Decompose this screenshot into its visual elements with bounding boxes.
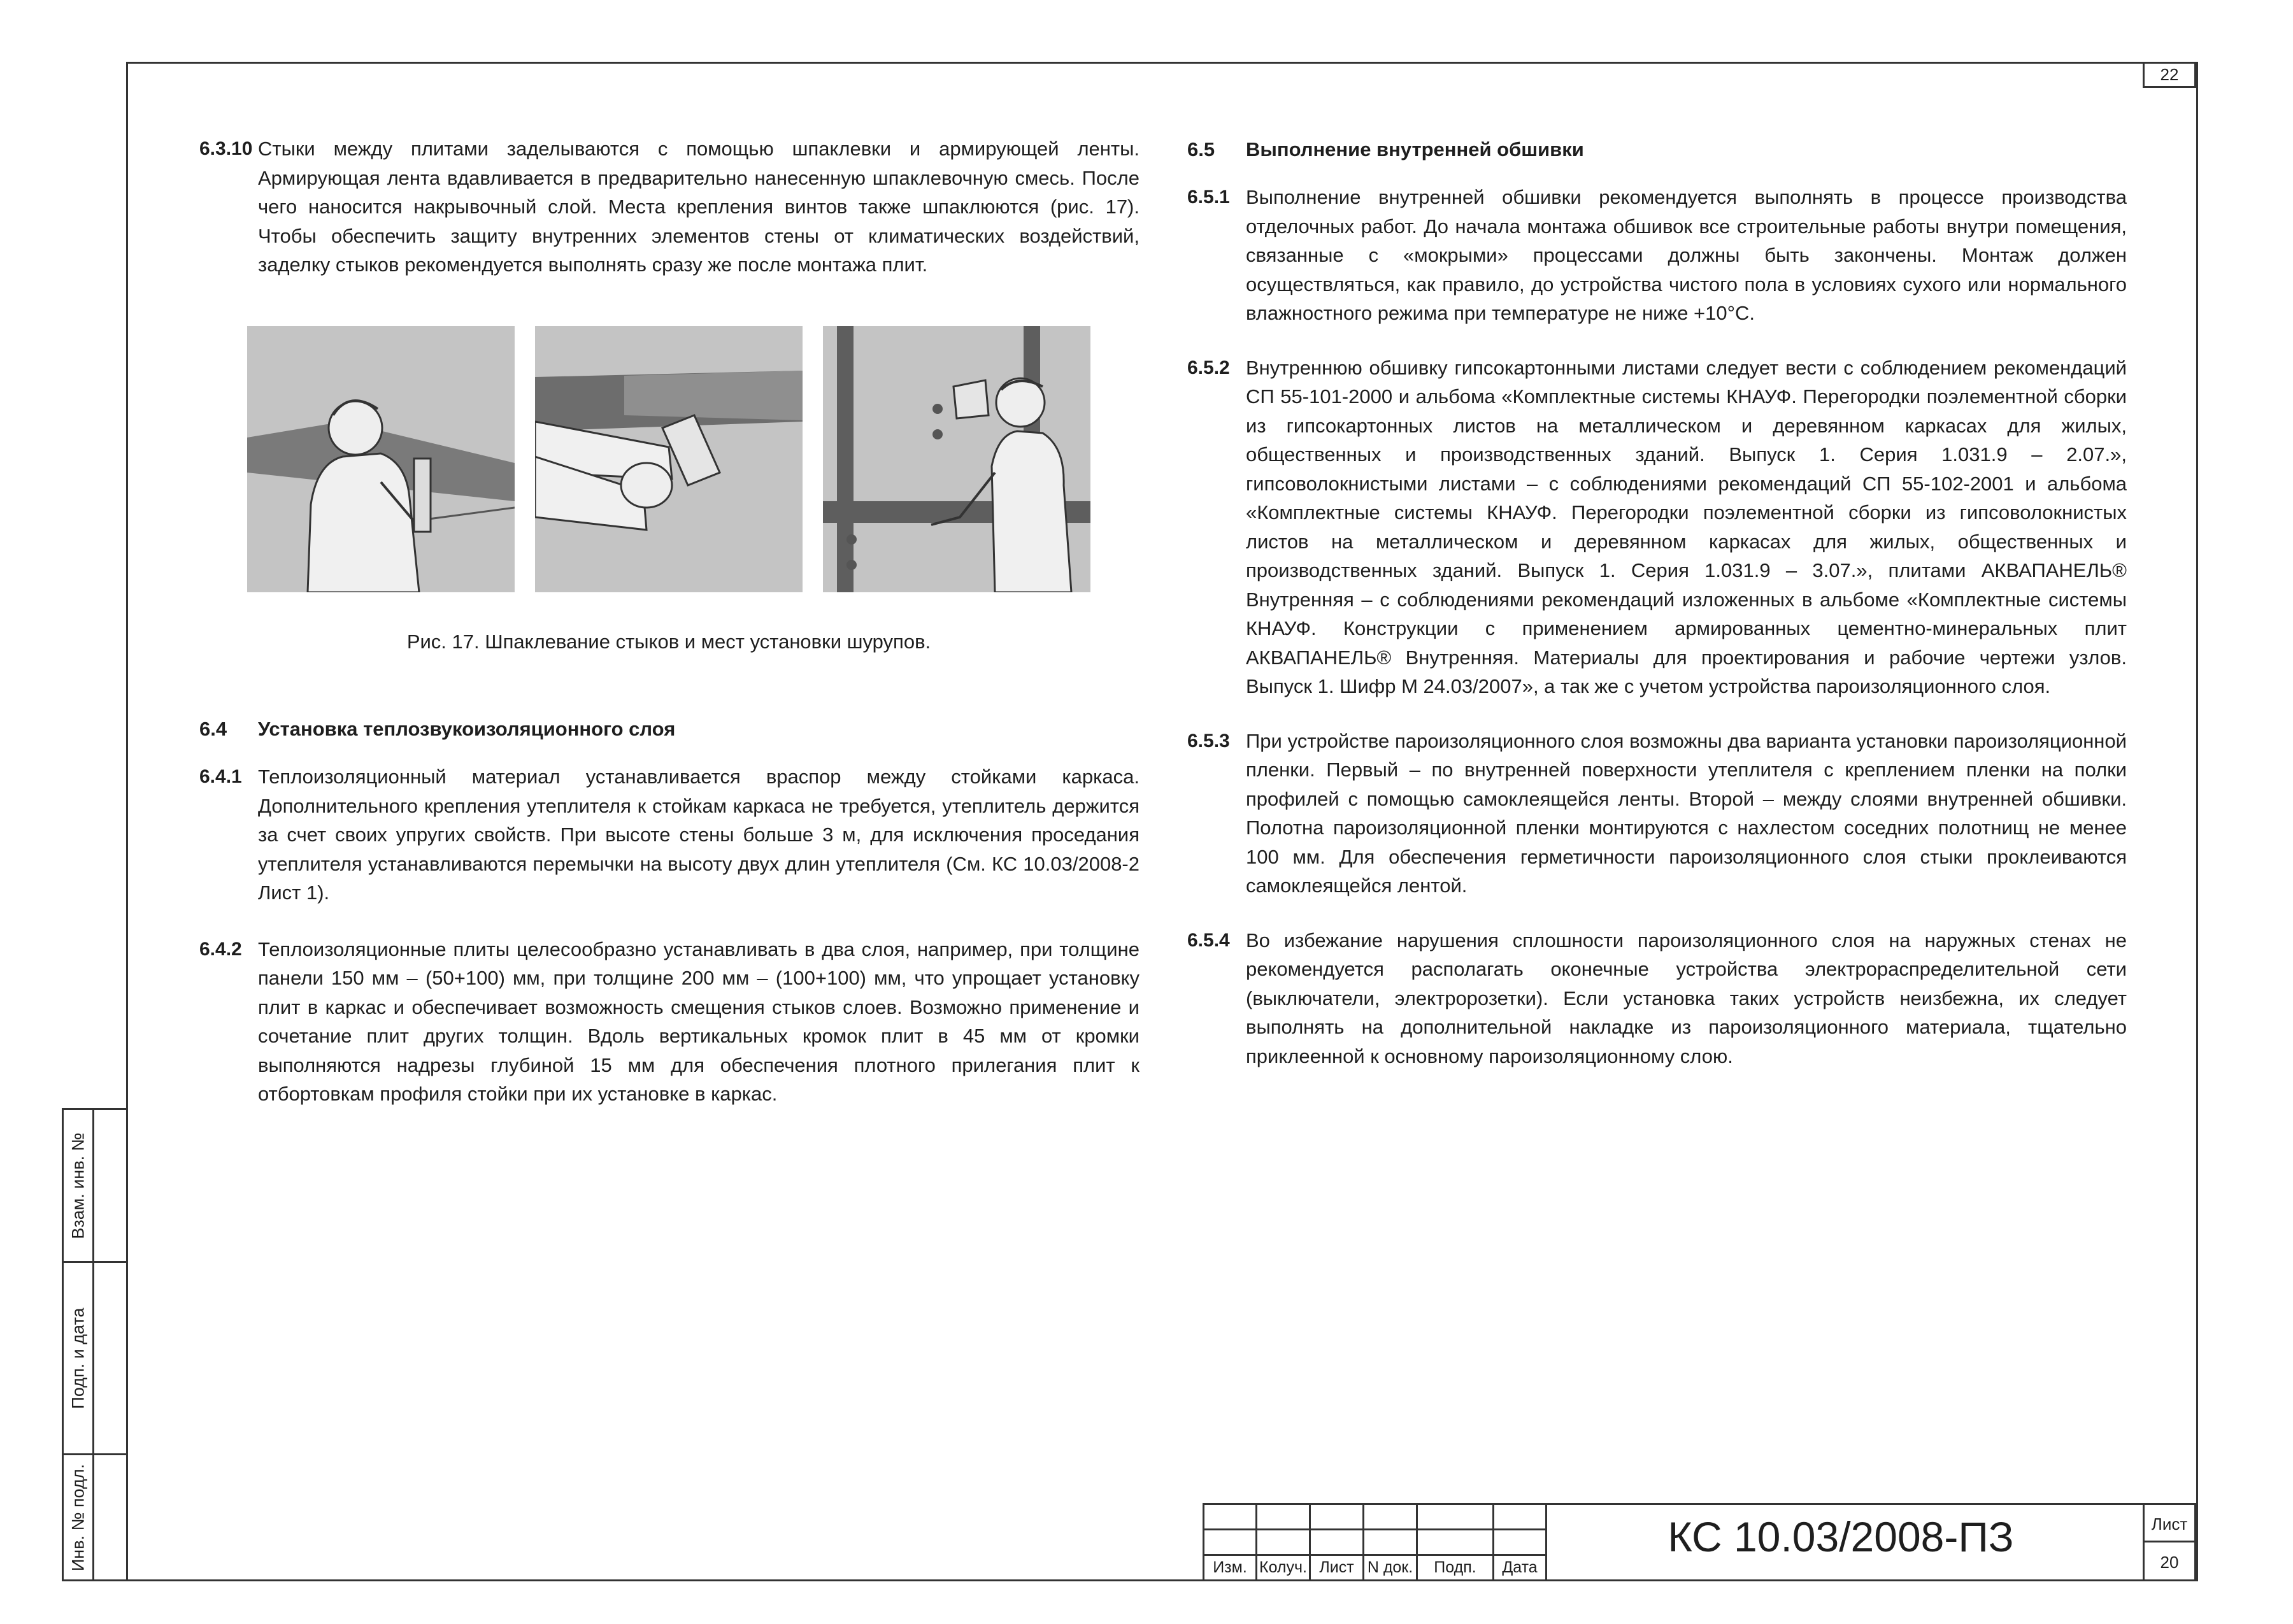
paragraph-6-4-1: 6.4.1 Теплоизоляционный материал устанавливается враспор между стойками каркаса. Дополнительного крепления утеплителя к стойкам каркаса не требуется, утеплитель держится за счет своих упругих свойств. При высоте стены больше 3 м, для исключения проседания утеплителя устанавливаются перемычки на высоту двух длин утеплителя (См. КС 10.03/2008-2 Лист 1). — [199, 766, 1139, 904]
figure-17-panel-2 — [535, 326, 803, 592]
margin-podp — [62, 1261, 128, 1455]
document-number: КС 10.03/2008-ПЗ — [1668, 1513, 2014, 1560]
tb-header-podp: Подп. — [1417, 1555, 1494, 1581]
left-column — [199, 134, 1139, 280]
margin-label-vzam: Взам. инв. № — [68, 1132, 87, 1239]
tb-header-koluch: Колуч. — [1257, 1555, 1310, 1581]
title-block-top-line — [1541, 1503, 2198, 1505]
figure-caption: Рис. 17. Шпаклевание стыков и мест установки шурупов. — [406, 630, 931, 653]
margin-label-podp: Подп. и дата — [68, 1307, 87, 1409]
tb-header-list: Лист — [1310, 1555, 1364, 1581]
margin-label-inv: Инв. № подл. — [68, 1464, 87, 1571]
sheet-label: Лист — [2151, 1514, 2188, 1534]
left-column-lower — [199, 715, 1139, 1109]
figure-17-panel-3 — [823, 326, 1090, 592]
margin-vzam — [62, 1108, 128, 1263]
paragraph-6-5-2: 6.5.2 Внутреннюю обшивку гипсокартонными листами следует вести с соблюдением рекомендаций СП 55-101-2000 и альбома «Комплектные системы КНАУФ. Перегородки поэлементной сборки из гипсокартонных листов на металлическом и деревянном каркасах для жилых, общественных и производственных зданий. Выпуск 1. Серия 1.031.9 – 2.07.», гипсоволокнистыми листами – с соблюдениями рекомендаций СП 55-102-2001 и альбома «Комплектные системы КНАУФ. Перегородки поэлементной сборки из гипсоволокнистых листов на металлическом и деревянном каркасах для жилых, общественных и производственных зданий. Выпуск 1. Серия 1.031.9 – 3.07.», плитами АКВАПАНЕЛЬ® Внутренняя – с соблюдениями рекомендаций изложенных в альбоме «Комплектные системы КНАУФ. Конструкции с применением армированных цементно-минеральных плит АКВАПАНЕЛЬ® Внутренняя. Материалы для проектирования и рабочие чертежи узлов. Выпуск 1. Шифр М 24.03/2007», а так же с учетом устройства пароизоляционного слоя. — [1187, 356, 2127, 697]
right-column — [1187, 135, 2127, 1071]
paragraph-6-5-1: 6.5.1 Выполнение внутренней обшивки рекомендуется выполнять в процессе производства отделочных работ. До начала монтажа обшивок все строительные работы внутри помещения, связанные с «мокрыми» процессами должны быть закончены. Монтаж должен осуществляться, как правило, до устройства чистого пола в условиях сухого или нормального влажностного режима при температуре не ниже +10°С. — [1187, 186, 2127, 324]
sheet-number-box — [2143, 1541, 2196, 1581]
sheet-label-box — [2143, 1503, 2196, 1542]
title-block-table — [1203, 1503, 1547, 1581]
paragraph-6-4-2: 6.4.2 Теплоизоляционные плиты целесообразно устанавливать в два слоя, например, при толщине панели 150 мм – (50+100) мм, при толщине 200 мм – (100+100) мм, что упрощает установку плит в каркас и обеспечивает возможность смещения стыков слоев. Возможно применение и сочетание плит других толщин. Вдоль вертикальных кромок плит в 45 мм от кромки выполняются надрезы глубиной 15 мм для обеспечения плотного прилегания плит к отбортовкам профиля стойки при их установке в каркас. — [199, 937, 1139, 1105]
paragraph-6-5-3: 6.5.3 При устройстве пароизоляционного слоя возможны два варианта установки пароизоляционной пленки. Первый – по внутренней поверхности утеплителя с креплением пленки на полки профилей с помощью самоклеящейся ленты. Второй – между слоями внутренней обшивки. Полотна пароизоляционной пленки монтируются с нахлестом соседних полотнищ не менее 100 мм. Для обеспечения герметичности пароизоляционного слоя стыки проклеиваются самоклеящейся лентой. — [1187, 729, 2127, 897]
tb-header-ndok: N док. — [1364, 1555, 1417, 1581]
margin-inv — [62, 1453, 128, 1581]
figure-17-panel-1 — [247, 326, 515, 592]
tb-header-data: Дата — [1494, 1555, 1547, 1581]
heading-6-4: 6.4 Установка теплозвукоизоляционного слоя — [199, 718, 676, 740]
tb-header-izm: Изм. — [1204, 1555, 1257, 1581]
heading-6-5: 6.5 Выполнение внутренней обшивки — [1187, 138, 1584, 160]
sheet-number: 20 — [2160, 1553, 2179, 1572]
paragraph-6-5-4: 6.5.4 Во избежание нарушения сплошности пароизоляционного слоя на наружных стенах не рекомендуется располагать оконечные устройства электрораспределительной сети (выключатели, электророзетки). Если установка таких устройств неизбежна, их следует выполнять на дополнительной накладке из пароизоляционного материала, тщательно приклеенной к основному пароизоляционному слою. — [1187, 929, 2127, 1067]
figure-17 — [247, 326, 1090, 592]
paragraph-6-3-10: 6.3.10 Стыки между плитами заделываются с помощью шпаклевки и армирующей ленты. Армирующая лента вдавливается в предварительно нанесенную шпаклевочную смесь. После чего наносится накрывочный слой. Места крепления винтов также шпаклюются (рис. 17). Чтобы обеспечить защиту внутренних элементов стены от климатических воздействий, заделку стыков рекомендуется выполнять сразу же после монтажа плит. — [199, 138, 1139, 276]
top-page-number: 22 — [2143, 62, 2196, 88]
